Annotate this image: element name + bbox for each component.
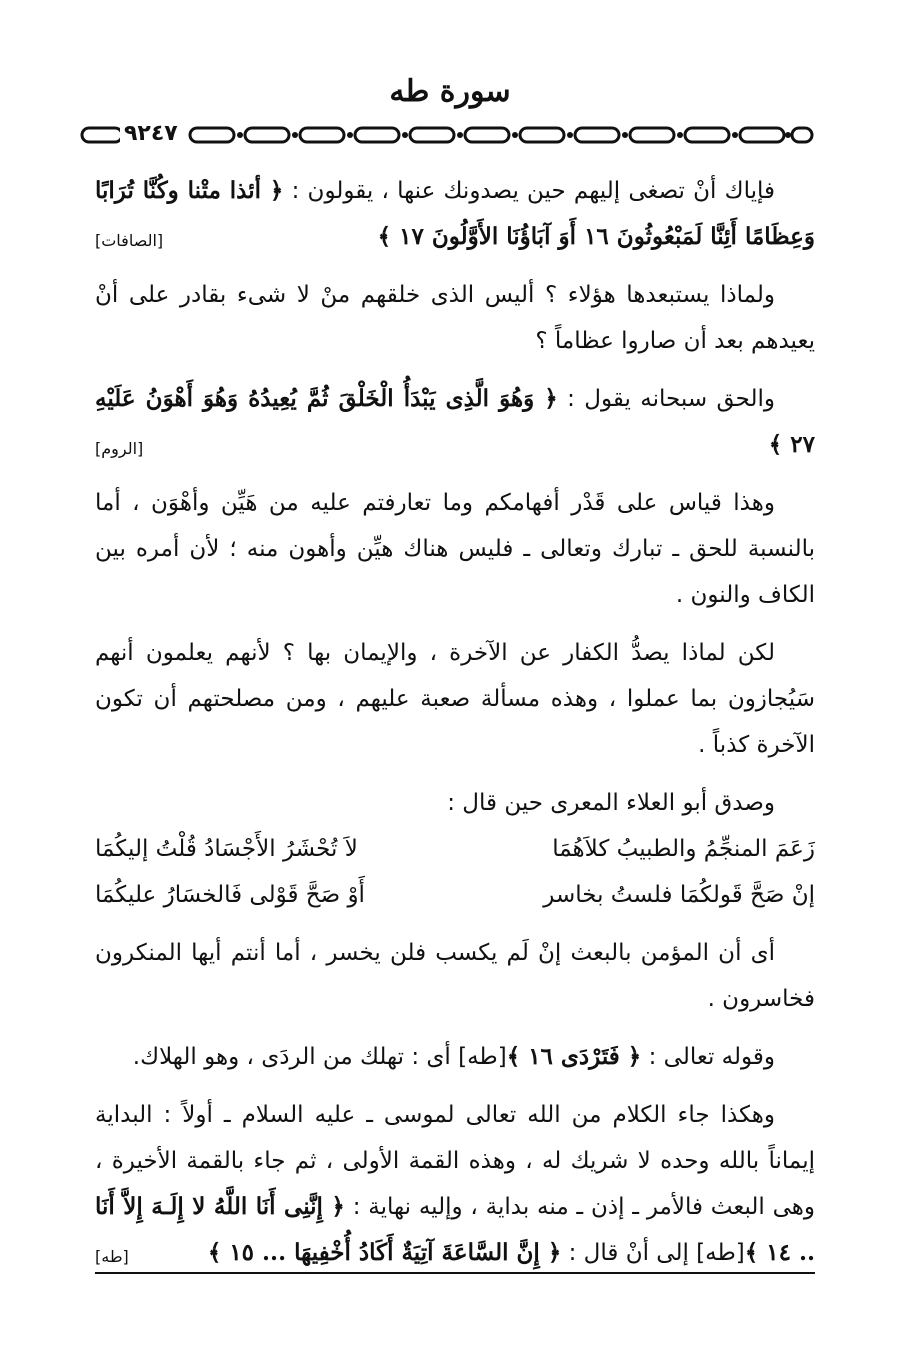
footer-rule — [95, 1272, 815, 1274]
paragraph-4 — [95, 480, 815, 618]
poem-hemistich: زَعَمَ المنجِّمُ والطبيبُ كلاَهُمَا — [552, 836, 815, 862]
paragraph-5 — [95, 630, 815, 768]
poem-line-2 — [95, 872, 815, 918]
quran-verse: ﴿ أئذا متْنا وكُنَّا تُرَابًا وَعِظَامًا أَئِنَّا لَمَبْعُوثُونَ ١٦ أَوَ آبَاؤُنَا الأَوَّلُونَ ١٧ ﴾ — [95, 177, 815, 250]
paragraph-3 — [95, 376, 815, 468]
paragraph-text: وهكذا جاء الكلام من الله تعالى لموسى ـ عليه السلام ـ أولاً : البداية إيماناً بالله وحده لا شريك له ، وهذه القمة الأولى ، ثم جاء بالقمة الأخيرة ، وهى البعث فالأمر ـ إذن ـ منه بداية ، وإليه نهاية : — [95, 1102, 816, 1220]
paragraph-text: وصدق أبو العلاء المعرى حين قال : — [447, 790, 775, 816]
quran-verse: ﴿ فَتَرْدَى ١٦ ﴾ — [506, 1043, 642, 1070]
paragraph-text: والحق سبحانه يقول : — [567, 386, 775, 412]
surah-title: سورة طه — [389, 74, 511, 109]
paragraph-7 — [95, 930, 815, 1022]
quran-verse: ﴿ إِنَّ السَّاعَةَ آتِيَةٌ أَكَادُ أُخْفِيهَا ... ١٥ ﴾ — [207, 1239, 562, 1266]
paragraph-8 — [95, 1034, 815, 1080]
poem-hemistich: إنْ صَحَّ قَولكُمَا فلستُ بخاسر — [543, 882, 815, 908]
page-body — [95, 168, 815, 1288]
quran-verse: ﴿ وَهُوَ الَّذِى يَبْدَأُ الْخَلْقَ ثُمَّ يُعِيدُهُ وَهُوَ أَهْوَنُ عَلَيْهِ ٢٧ ﴾ — [95, 385, 815, 458]
quran-verse: ﴿ إِنَّنِى أَنَا اللَّهُ لا إِلَـهَ إِلاَّ أَنَا .. ١٤ ﴾ — [95, 1193, 815, 1266]
poem-line-1 — [95, 826, 815, 872]
page-number: ٩٢٤٧ — [120, 121, 182, 147]
paragraph-text: [طه] أى : تهلك من الردَى ، وهو الهلاك. — [132, 1044, 507, 1070]
paragraph-text: وهذا قياس على قَدْر أفهامكم وما تعارفتم عليه من هَيِّن وأهْوَن ، أما بالنسبة للحق ـ تبارك وتعالى ـ فليس هناك هيِّن وأهون منه ؛ لأن أمره بين الكاف والنون . — [95, 490, 815, 608]
paragraph-text: وقوله تعالى : — [648, 1044, 775, 1070]
paragraph-2 — [95, 272, 815, 364]
paragraph-6 — [95, 780, 815, 826]
paragraph-text: أى أن المؤمن بالبعث إنْ لَم يكسب فلن يخسر ، أما أنتم أيها المنكرون فخاسرون . — [95, 940, 815, 1012]
surah-reference: [طه] — [95, 1247, 129, 1266]
surah-reference: [الروم] — [95, 439, 144, 458]
paragraph-1 — [95, 168, 815, 260]
paragraph-text: [طه] إلى أنْ قال : — [568, 1240, 745, 1266]
poem-hemistich: أَوْ صَحَّ قَوْلى فَالخسَارُ عليكُمَا — [95, 882, 365, 908]
paragraph-9 — [95, 1092, 815, 1276]
paragraph-text: فإياك أنْ تصغى إليهم حين يصدونك عنها ، يقولون : — [291, 178, 775, 204]
ornament-band — [80, 124, 815, 146]
surah-reference: [الصافات] — [95, 231, 164, 250]
poem-hemistich: لاَ تُحْشَرُ الأَجْسَادُ قُلْتُ إليكُمَا — [95, 836, 358, 862]
paragraph-text: لكن لماذا يصدُّ الكفار عن الآخرة ، والإيمان بها ؟ لأنهم يعلمون أنهم سَيُجازون بما عملوا ، وهذه مسألة صعبة عليهم ، ومن مصلحتهم أن تكون الآخرة كذباً . — [95, 640, 815, 758]
paragraph-text: ولماذا يستبعدها هؤلاء ؟ أليس الذى خلقهم منْ لا شىء بقادر على أنْ يعيدهم بعد أن صاروا عظاماً ؟ — [95, 282, 815, 354]
